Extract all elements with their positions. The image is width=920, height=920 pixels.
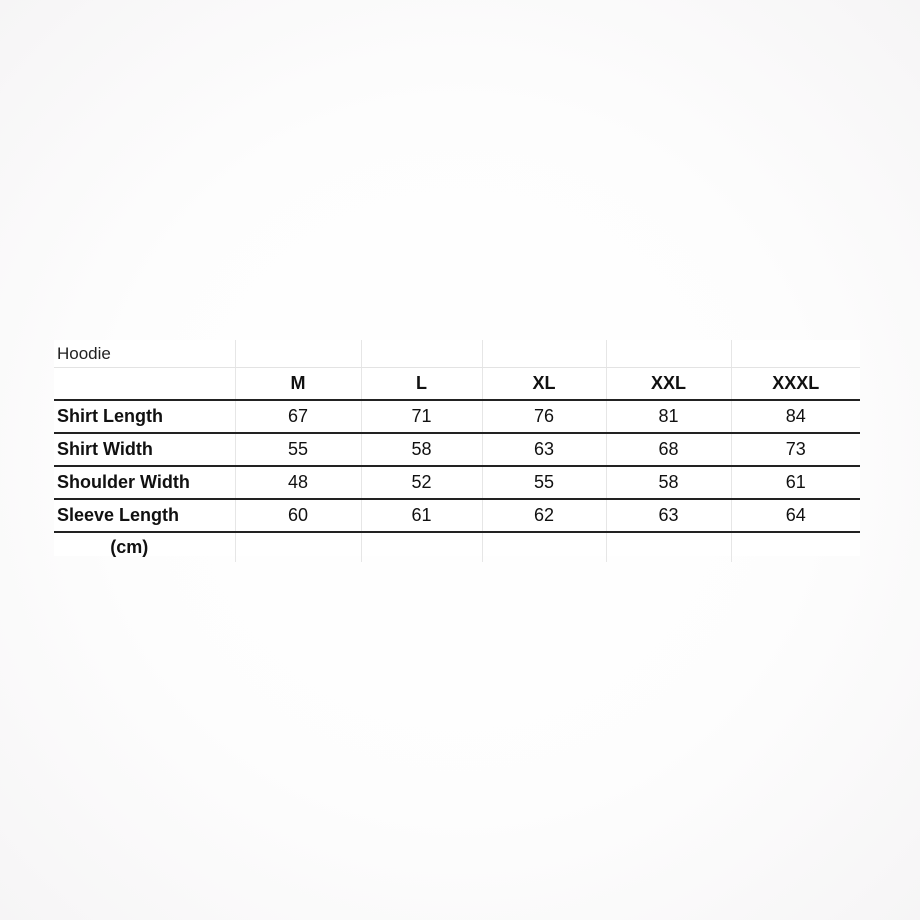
empty-cell (731, 340, 860, 368)
table-cell: 48 (235, 466, 361, 499)
table-cell: 58 (606, 466, 731, 499)
table-cell: 55 (235, 433, 361, 466)
empty-cell (482, 532, 606, 562)
table-row-shirt-length (54, 400, 860, 433)
size-header-row (54, 368, 860, 401)
empty-cell (731, 532, 860, 562)
empty-cell (606, 340, 731, 368)
table-cell: 64 (731, 499, 860, 532)
table-row-shirt-width (54, 433, 860, 466)
table-cell: 81 (606, 400, 731, 433)
unit-label: (cm) (110, 537, 149, 557)
empty-cell (606, 532, 731, 562)
table-cell: 73 (731, 433, 860, 466)
size-header-l: L (361, 368, 482, 401)
table-cell: 63 (606, 499, 731, 532)
table-cell: 67 (235, 400, 361, 433)
table-cell: 58 (361, 433, 482, 466)
size-header-xxl: XXL (606, 368, 731, 401)
table-cell: 63 (482, 433, 606, 466)
table-cell: 61 (731, 466, 860, 499)
size-chart-sheet (54, 340, 860, 556)
table-cell: 61 (361, 499, 482, 532)
row-label: Shirt Width (54, 433, 235, 466)
table-cell: 55 (482, 466, 606, 499)
size-header-xxxl: XXXL (731, 368, 860, 401)
table-row-shoulder-width (54, 466, 860, 499)
empty-cell (235, 532, 361, 562)
size-header-m: M (235, 368, 361, 401)
title-row (54, 340, 860, 368)
table-cell: 62 (482, 499, 606, 532)
empty-cell (482, 340, 606, 368)
row-label: Shoulder Width (54, 466, 235, 499)
corner-cell (54, 368, 235, 401)
table-cell: 68 (606, 433, 731, 466)
table-cell: 71 (361, 400, 482, 433)
empty-cell (361, 532, 482, 562)
size-chart-table (54, 340, 860, 562)
table-cell: 52 (361, 466, 482, 499)
row-label: Shirt Length (54, 400, 235, 433)
table-title: Hoodie (54, 340, 235, 368)
table-row-sleeve-length (54, 499, 860, 532)
empty-cell (235, 340, 361, 368)
table-cell: 60 (235, 499, 361, 532)
size-header-xl: XL (482, 368, 606, 401)
empty-cell (361, 340, 482, 368)
row-label: Sleeve Length (54, 499, 235, 532)
table-cell: 84 (731, 400, 860, 433)
table-cell: 76 (482, 400, 606, 433)
unit-row (54, 532, 860, 562)
